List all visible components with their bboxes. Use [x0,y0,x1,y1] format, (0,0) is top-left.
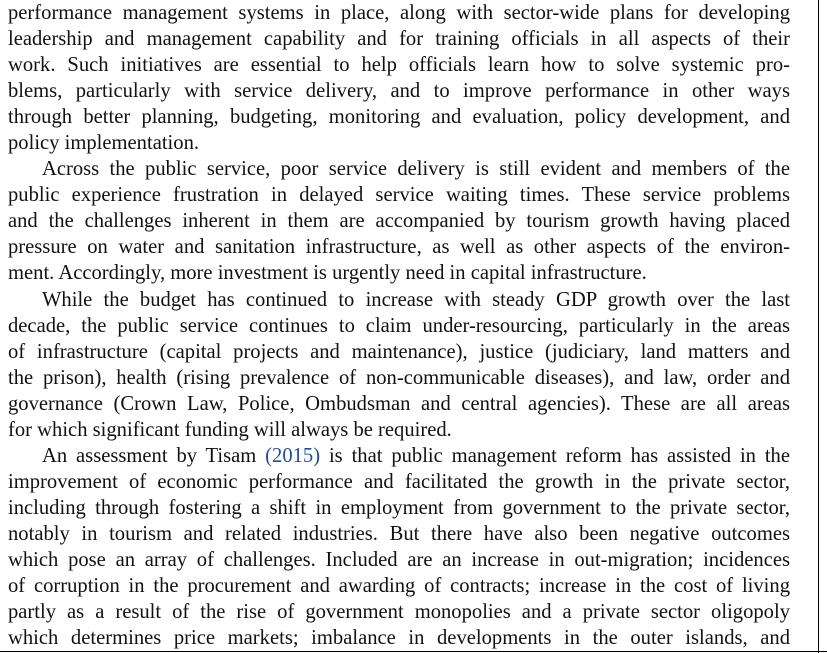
text-fragment: An assessment by Tisam [42,444,266,467]
text-line: governance (Crown Law, Police, Ombudsman and central agencies). These are all areas [8,392,790,415]
text-line: While the budget has continued to increase with steady GDP growth over the last [42,288,790,311]
text-line: which pose an array of challenges. Included are an increase in out-migration; incidences [8,548,790,571]
page-right-border [818,0,819,653]
text-line: Across the public service, poor service delivery is still evident and members of the [42,158,790,181]
text-line: the prison), health (rising prevalence of non-communicable diseases), and law, order and [8,366,790,389]
page-bottom-border [0,651,827,652]
text-line: decade, the public service continues to claim under-resourcing, particularly in the areas [8,314,790,337]
text-line: leadership and management capability and for training officials in all aspects of their [8,28,790,51]
text-line: public experience frustration in delayed service waiting times. These service problems [8,184,790,207]
text-line: through better planning, budgeting, monitoring and evaluation, policy development, and [8,106,790,129]
text-line: policy implementation. [8,132,200,155]
text-line: notably in tourism and related industries. But there have also been negative outcomes [8,522,790,545]
body-text [8,0,790,651]
text-line: improvement of economic performance and facilitated the growth in the private sector, [8,470,790,493]
citation-close-paren: ) [313,444,321,467]
citation-year: 2015 [272,444,314,467]
text-line: which determines price markets; imbalance in developments in the outer islands, and [8,627,790,650]
text-line: of infrastructure (capital projects and maintenance), justice (judiciary, land matters and [8,340,790,363]
citation-link[interactable] [265,445,320,467]
text-line: for which significant funding will always be required. [8,418,452,441]
text-line: including through fostering a shift in employment from government to the private sector, [8,496,790,519]
text-line: pressure on water and sanitation infrastructure, as well as other aspects of the environ- [8,236,790,259]
text-line: ment. Accordingly, more investment is urgently need in capital infrastructure. [8,262,647,285]
citation-open-paren: ( [265,444,273,467]
text-line: partly as a result of the rise of government monopolies and a private sector oligopoly [8,601,790,624]
text-fragment: is that public management reform has assisted in the [320,444,790,467]
text-line: blems, particularly with service delivery, and to improve performance in other ways [8,80,790,103]
text-line: work. Such initiatives are essential to help officials learn how to solve systemic pro- [8,54,790,77]
text-line: of corruption in the procurement and awarding of contracts; increase in the cost of living [8,575,790,598]
text-line: performance management systems in place, along with sector-wide plans for developing [8,2,790,24]
text-line: and the challenges inherent in them are accompanied by tourism growth having placed [8,210,790,233]
text-line [8,443,790,469]
